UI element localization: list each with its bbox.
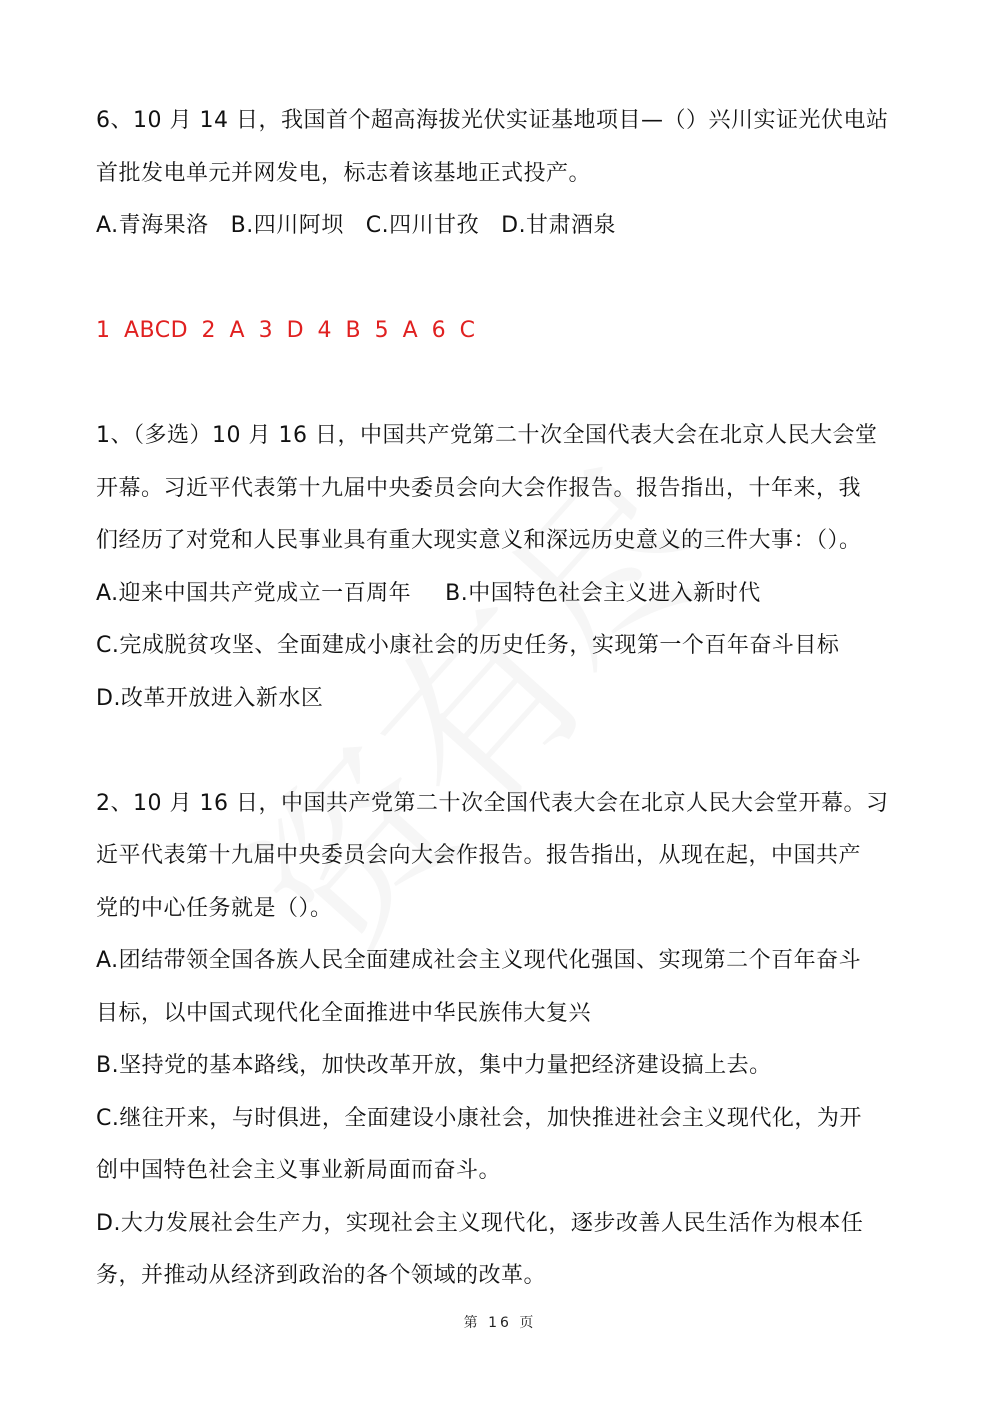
option-b: B.中国特色社会主义进入新时代 xyxy=(445,580,761,606)
question-6-line-1: 6、10 月 14 日，我国首个超高海拔光伏实证基地项目—（）兴川实证光伏电站 xyxy=(96,108,889,133)
option-d: D.改革开放进入新水区 xyxy=(96,685,324,711)
question-6 xyxy=(96,95,916,253)
page-number: 第 16 页 xyxy=(463,1315,537,1331)
question-2-line-3: 党的中心任务就是（）。 xyxy=(96,895,333,921)
option-a-line-2: 目标，以中国式现代化全面推进中华民族伟大复兴 xyxy=(96,1000,592,1026)
option-a-line-1: A.团结带领全国各族人民全面建成社会主义现代化强国、实现第二个百年奋斗 xyxy=(96,948,862,973)
option-d: D.甘肃酒泉 xyxy=(501,213,617,238)
option-d-line-1: D.大力发展社会生产力，实现社会主义现代化，逐步改善人民生活作为根本任 xyxy=(96,1210,864,1236)
spacer xyxy=(96,253,916,306)
question-6-line-2: 首批发电单元并网发电，标志着该基地正式投产。 xyxy=(96,160,592,186)
question-2-line-1: 2、10 月 16 日，中国共产党第二十次全国代表大会在北京人民大会堂开幕。习 xyxy=(96,790,889,816)
option-c: C.完成脱贫攻坚、全面建成小康社会的历史任务，实现第一个百年奋斗目标 xyxy=(96,633,840,658)
spacer xyxy=(96,358,916,411)
question-2 xyxy=(96,778,916,1303)
answer-key: 1 ABCD 2 A 3 D 4 B 5 A 6 C xyxy=(96,318,476,343)
question-1-line-2: 开幕。习近平代表第十九届中央委员会向大会作报告。报告指出，十年来，我 xyxy=(96,475,862,501)
page-content xyxy=(96,95,916,1303)
question-1-options-ab xyxy=(96,568,916,621)
option-c: C.四川甘孜 xyxy=(365,213,480,238)
spacer xyxy=(96,725,916,778)
option-c-line-2: 创中国特色社会主义事业新局面而奋斗。 xyxy=(96,1158,502,1183)
option-b: B.四川阿坝 xyxy=(230,213,344,238)
question-1 xyxy=(96,410,916,725)
option-d-line-2: 务，并推动从经济到政治的各个领域的改革。 xyxy=(96,1263,547,1288)
question-1-line-3: 们经历了对党和人民事业具有重大现实意义和深远历史意义的三件大事：（）。 xyxy=(96,528,862,553)
option-a: A.青海果洛 xyxy=(96,213,209,238)
question-2-line-2: 近平代表第十九届中央委员会向大会作报告。报告指出，从现在起，中国共产 xyxy=(96,843,862,868)
option-a: A.迎来中国共产党成立一百周年 xyxy=(96,580,412,606)
option-c-line-1: C.继往开来，与时俱进，全面建设小康社会，加快推进社会主义现代化，为开 xyxy=(96,1105,862,1131)
question-6-options xyxy=(96,200,916,253)
question-1-line-1: 1、（多选）10 月 16 日，中国共产党第二十次全国代表大会在北京人民大会堂 xyxy=(96,423,878,448)
option-b: B.坚持党的基本路线，加快改革开放，集中力量把经济建设搞上去。 xyxy=(96,1053,772,1078)
